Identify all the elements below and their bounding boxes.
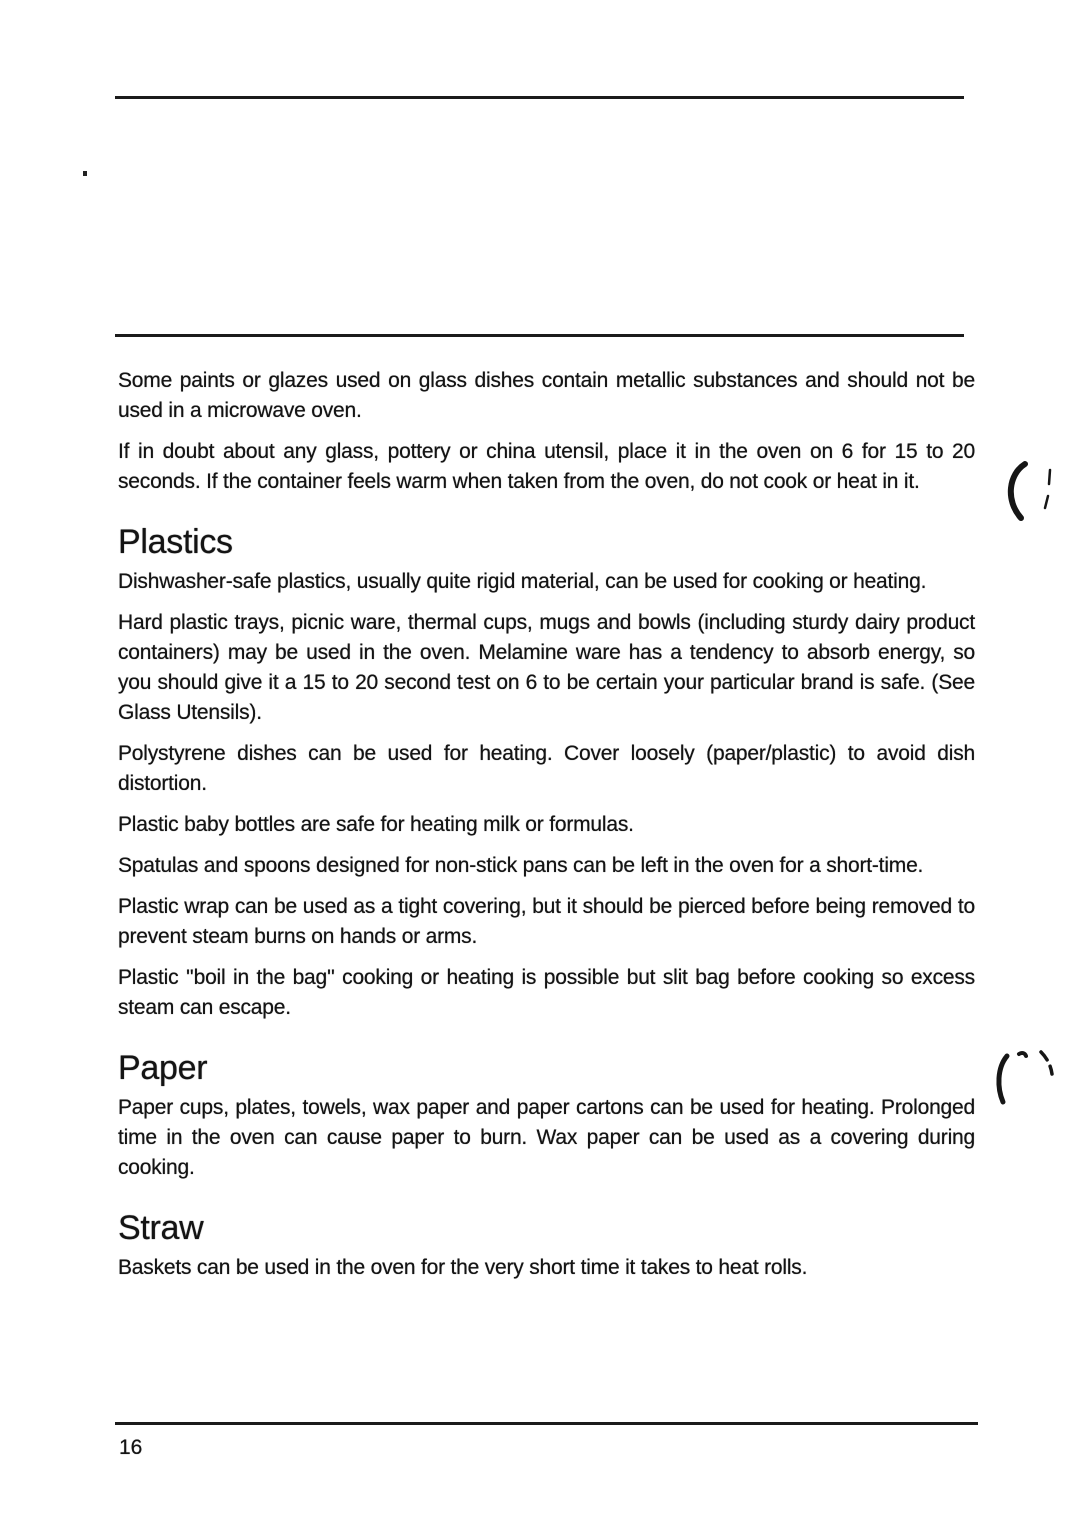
paragraph-dishwasher-safe: Dishwasher-safe plastics, usually quite rigid material, can be used for cooking or heating. — [118, 570, 927, 593]
scan-dot-artifact — [83, 171, 87, 176]
horizontal-rule-top — [115, 96, 964, 99]
page-number: 16 — [119, 1436, 143, 1459]
paragraph-spatulas: Spatulas and spoons designed for non-stick pans can be left in the oven for a short-time. — [118, 854, 924, 877]
paragraph-hard-plastic: Hard plastic trays, picnic ware, thermal cups, mugs and bowls (including sturdy dairy product containers) may be used in the oven. Melamine ware has a tendency to absorb energy, so you should give it a 15 to 20 second test on 6 to be certain your particular brand is safe. (See Glass Utensils). — [118, 611, 975, 724]
paragraph-baby-bottles: Plastic baby bottles are safe for heating milk or formulas. — [118, 813, 634, 836]
paragraph-polystyrene: Polystyrene dishes can be used for heating. Cover loosely (paper/plastic) to avoid dish distortion. — [118, 742, 975, 795]
paragraph-glass-doubt-test: If in doubt about any glass, pottery or china utensil, place it in the oven on 6 for 15 to 20 seconds. If the container feels warm when taken from the oven, do not cook or heat in it. — [118, 440, 975, 493]
handwritten-paren-slash-mark — [985, 1044, 1065, 1110]
paragraph-paper-products: Paper cups, plates, towels, wax paper and paper cartons can be used for heating. Prolonged time in the oven can cause paper to burn. Wax paper can be used as a covering during cooking. — [118, 1096, 975, 1179]
paragraph-baskets: Baskets can be used in the oven for the very short time it takes to heat rolls. — [118, 1256, 808, 1279]
section-heading-straw: Straw — [118, 1209, 204, 1247]
page-content — [118, 366, 975, 1294]
handwritten-paren-mark — [995, 458, 1059, 524]
horizontal-rule-middle — [115, 334, 964, 337]
section-heading-plastics: Plastics — [118, 523, 233, 561]
horizontal-rule-bottom — [115, 1422, 978, 1425]
paragraph-boil-in-bag: Plastic ''boil in the bag'' cooking or heating is possible but slit bag before cooking so excess steam can escape. — [118, 966, 975, 1019]
section-heading-paper: Paper — [118, 1049, 208, 1087]
paragraph-glass-paints: Some paints or glazes used on glass dishes contain metallic substances and should not be used in a microwave oven. — [118, 369, 975, 422]
paragraph-plastic-wrap: Plastic wrap can be used as a tight covering, but it should be pierced before being removed to prevent steam burns on hands or arms. — [118, 895, 975, 948]
